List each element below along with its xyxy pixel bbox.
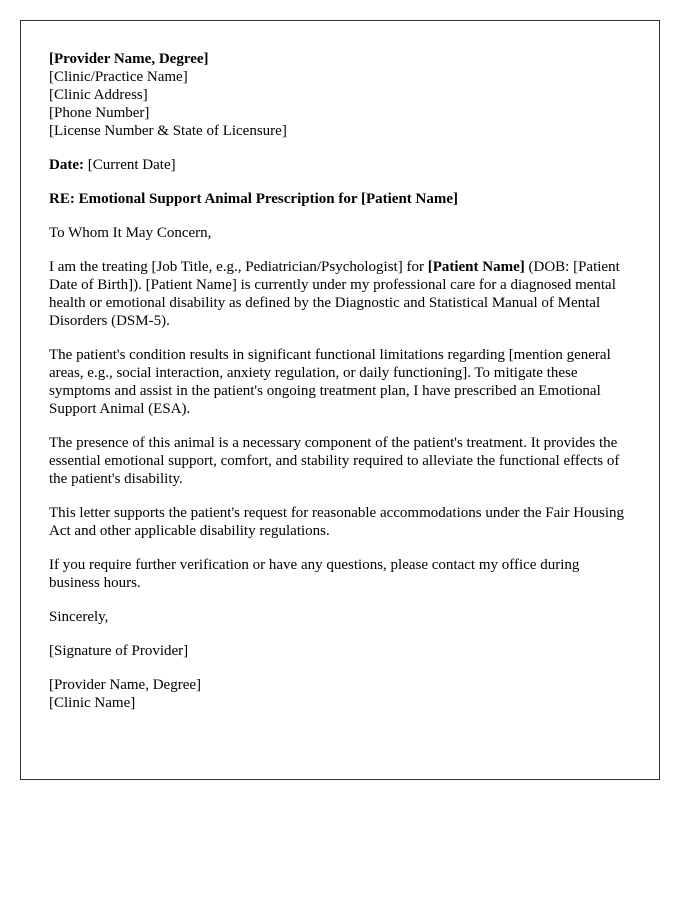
letter-document bbox=[20, 20, 660, 780]
provider-name-header: [Provider Name, Degree] bbox=[49, 51, 209, 67]
license-info: [License Number & State of Licensure] bbox=[49, 123, 287, 139]
paragraph-1-part-1: I am the treating [Job Title, e.g., Pediatrician/Psychologist] for bbox=[49, 259, 428, 275]
clinic-name-header: [Clinic/Practice Name] bbox=[49, 69, 188, 85]
paragraph-4: This letter supports the patient's request for reasonable accommodations under the Fair Housing Act and other applicable disability regulations. bbox=[49, 505, 625, 539]
closing: Sincerely, bbox=[49, 609, 109, 625]
date-line bbox=[49, 156, 631, 174]
paragraph-3: The presence of this animal is a necessary component of the patient's treatment. It provides the essential emotional support, comfort, and stability required to alleviate the functional effects of the patient's disability. bbox=[49, 435, 620, 487]
paragraph-5: If you require further verification or have any questions, please contact my office during business hours. bbox=[49, 557, 580, 591]
signature-placeholder: [Signature of Provider] bbox=[49, 643, 189, 659]
paragraph-1-part-2: (DOB: [Patient Date of Birth]). [Patient Name] is currently under my professional care for a diagnosed mental health or emotional disability as defined by the Diagnostic and Statistical Manual of Mental Disorders (DSM-5). bbox=[49, 259, 620, 329]
clinic-address: [Clinic Address] bbox=[49, 87, 148, 103]
letterhead bbox=[49, 50, 631, 140]
clinic-name-footer: [Clinic Name] bbox=[49, 695, 136, 711]
subject-line: RE: Emotional Support Animal Prescription for [Patient Name] bbox=[49, 191, 459, 207]
salutation: To Whom It May Concern, bbox=[49, 225, 212, 241]
date-value: [Current Date] bbox=[87, 157, 176, 173]
date-label: Date: bbox=[49, 157, 84, 173]
paragraph-2: The patient's condition results in significant functional limitations regarding [mention general areas, e.g., social interaction, anxiety regulation, or daily functioning]. To mitigate these symptoms and assist in the patient's ongoing treatment plan, I have prescribed an Emotional Support Animal (ESA). bbox=[49, 347, 611, 417]
patient-name-bold: [Patient Name] bbox=[427, 259, 525, 275]
provider-name-footer: [Provider Name, Degree] bbox=[49, 677, 202, 693]
phone-number: [Phone Number] bbox=[49, 105, 150, 121]
signature-block bbox=[49, 676, 631, 712]
paragraph-1 bbox=[49, 258, 631, 330]
